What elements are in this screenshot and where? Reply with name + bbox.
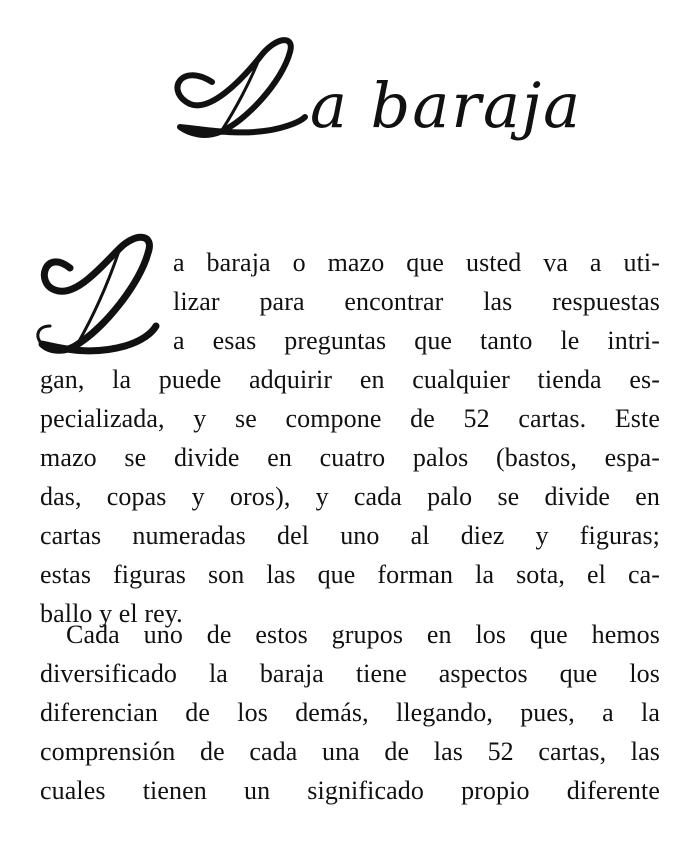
text-line: a baraja o mazo que usted va a uti- — [173, 248, 660, 277]
paragraph-1 — [40, 243, 660, 633]
svg-text:a baraja: a baraja — [310, 69, 583, 142]
title-calligraphy-graphic — [150, 22, 583, 152]
text-line: cuales tienen un significado propio diferente — [40, 776, 660, 805]
text-line: a esas preguntas que tanto le intri- — [173, 326, 660, 355]
text-line: estas figuras son las que forman la sota, el ca- — [40, 560, 660, 589]
text-line: ballo y el rey. — [40, 599, 183, 628]
paragraph-2 — [40, 615, 660, 810]
text-line: das, copas y oros), y cada palo se divide en — [40, 482, 660, 511]
page-title — [150, 22, 583, 152]
text-line: pecializada, y se compone de 52 cartas. Este — [40, 404, 660, 433]
text-line: cartas numeradas del uno al diez y figuras; — [40, 521, 660, 550]
text-line: gan, la puede adquirir en cualquier tienda es- — [40, 365, 660, 394]
text-line: Cada uno de estos grupos en los que hemos — [66, 620, 660, 649]
text-line: diferencian de los demás, llegando, pues, a la — [40, 698, 660, 727]
text-line: comprensión de cada una de las 52 cartas, las — [40, 737, 660, 766]
text-line: diversificado la baraja tiene aspectos que los — [40, 659, 660, 688]
text-line: lizar para encontrar las respuestas — [173, 287, 660, 316]
text-line: mazo se divide en cuatro palos (bastos, espa- — [40, 443, 660, 472]
